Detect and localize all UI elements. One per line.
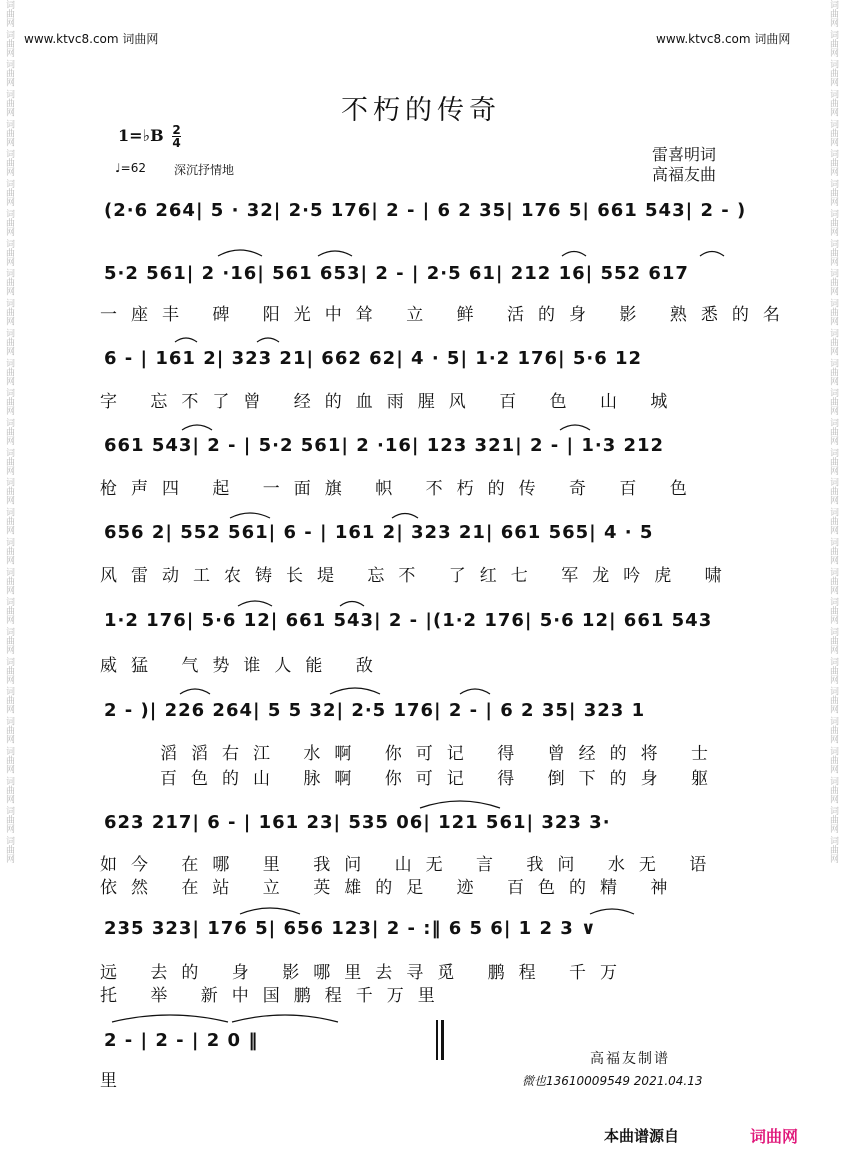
lyric-row-3: 字 忘不了曾 经的血雨腥风 百 色 山 城	[100, 392, 682, 412]
time-bottom: 4	[172, 136, 181, 150]
score-row-4: 661 543| 2 - | 5·2 561| 2 ·16| 123 321| 2 - | 1·3 212	[104, 435, 665, 456]
score-row-8: 623 217| 6 - | 161 23| 535 06| 121 561| 323 3·	[104, 812, 611, 833]
slur	[230, 513, 270, 518]
slur	[240, 908, 300, 914]
slur	[112, 1015, 228, 1022]
lyric-row-8b: 依然 在站 立 英雄的足 迹 百色的精 神	[100, 878, 682, 898]
slur	[175, 338, 197, 342]
slur	[257, 338, 279, 342]
slur	[330, 688, 380, 694]
slur	[562, 252, 586, 257]
slur	[232, 1015, 338, 1022]
expression-mark: 深沉抒情地	[174, 163, 235, 177]
lyric-row-9a: 远 去的 身 影哪里去寻觅 鹏程 千万	[100, 963, 632, 983]
slur	[560, 425, 590, 430]
lyric-row-9b: 托 举 新中国鹏程千万里	[100, 986, 449, 1006]
site-label-right: www.ktvc8.com 词曲网	[656, 32, 791, 46]
time-top: 2	[172, 123, 181, 137]
watermark-right: 词曲网 词曲网 词曲网 词曲网 词曲网 词曲网 词曲网 词曲网 词曲网 词曲网 词曲网 词曲网 词曲网 词曲网 词曲网 词曲网 词曲网 词曲网 词曲网 词曲网 词曲网 词曲网 词曲网 词曲网 词曲网 词曲网 词曲网 词曲网 词曲网	[828, 0, 838, 864]
slur	[700, 252, 724, 257]
slur	[318, 251, 352, 256]
slur	[420, 801, 500, 808]
slur	[460, 689, 490, 694]
score-row-1: (2·6 264| 5 · 32| 2·5 176| 2 - | 6 2 35| 176 5| 661 543| 2 - )	[104, 200, 747, 221]
contact-info: 微也13610009549 2021.04.13	[522, 1074, 703, 1088]
score-row-2: 5·2 561| 2 ·16| 561 653| 2 - | 2·5 61| 212 16| 552 617	[104, 263, 689, 284]
lyric-row-2: 一座丰 碑 阳光中耸 立 鲜 活的身 影 熟悉的名	[100, 305, 794, 325]
score-row-10: 2 - | 2 - | 2 0 ‖	[104, 1030, 259, 1051]
slur	[238, 601, 272, 606]
lyric-row-7b: 百色的山 脉啊 你可记 得 倒下的身 躯	[160, 769, 723, 789]
tempo-mark: ♩=62	[115, 161, 146, 175]
slur	[182, 425, 212, 430]
key-signature: 1=♭B	[118, 126, 164, 145]
slur	[340, 602, 364, 607]
song-title: 不朽的传奇	[341, 95, 501, 126]
score-row-6: 1·2 176| 5·6 12| 661 543| 2 - |(1·2 176| 5·6 12| 661 543	[104, 610, 713, 631]
brand-link[interactable]: 词曲网	[750, 1127, 799, 1146]
slur	[590, 909, 634, 914]
score-row-5: 656 2| 552 561| 6 - | 161 2| 323 21| 661 565| 4 · 5	[104, 522, 654, 543]
slur	[180, 689, 210, 694]
site-label-left: www.ktvc8.com 词曲网	[24, 32, 159, 46]
watermark-left: 词曲网 词曲网 词曲网 词曲网 词曲网 词曲网 词曲网 词曲网 词曲网 词曲网 词曲网 词曲网 词曲网 词曲网 词曲网 词曲网 词曲网 词曲网 词曲网 词曲网 词曲网 词曲网 词曲网 词曲网 词曲网 词曲网 词曲网 词曲网 词曲网	[4, 0, 14, 864]
composer-credit: 高福友曲	[652, 165, 717, 184]
slur	[392, 514, 418, 519]
lyric-row-10: 里	[100, 1071, 131, 1091]
lyric-row-8a: 如今 在哪 里 我问 山无 言 我问 水无 语	[100, 855, 721, 875]
lyric-row-4: 枪声四 起 一面旗 帜 不朽的传 奇 百 色	[100, 479, 701, 499]
lyricist-credit: 雷喜明词	[652, 145, 717, 164]
slur	[218, 250, 262, 256]
lyric-row-7a: 滔滔右江 水啊 你可记 得 曾经的将 士	[160, 744, 723, 764]
lyric-row-6: 威猛 气势谁人能 敌	[100, 656, 387, 676]
score-row-9: 235 323| 176 5| 656 123| 2 - :‖ 6 5 6| 1 2 3 ∨	[104, 918, 597, 939]
lyric-row-5: 风雷动工农铸长堤 忘不 了红七 军龙吟虎 啸	[100, 566, 736, 586]
source-label: 本曲谱源自	[604, 1127, 680, 1145]
score-row-3: 6 - | 161 2| 323 21| 662 62| 4 · 5| 1·2 176| 5·6 12	[104, 348, 643, 369]
arranger-credit: 高福友制谱	[590, 1051, 670, 1067]
score-row-7: 2 - )| 226 264| 5 5 32| 2·5 176| 2 - | 6 2 35| 323 1	[104, 700, 646, 721]
